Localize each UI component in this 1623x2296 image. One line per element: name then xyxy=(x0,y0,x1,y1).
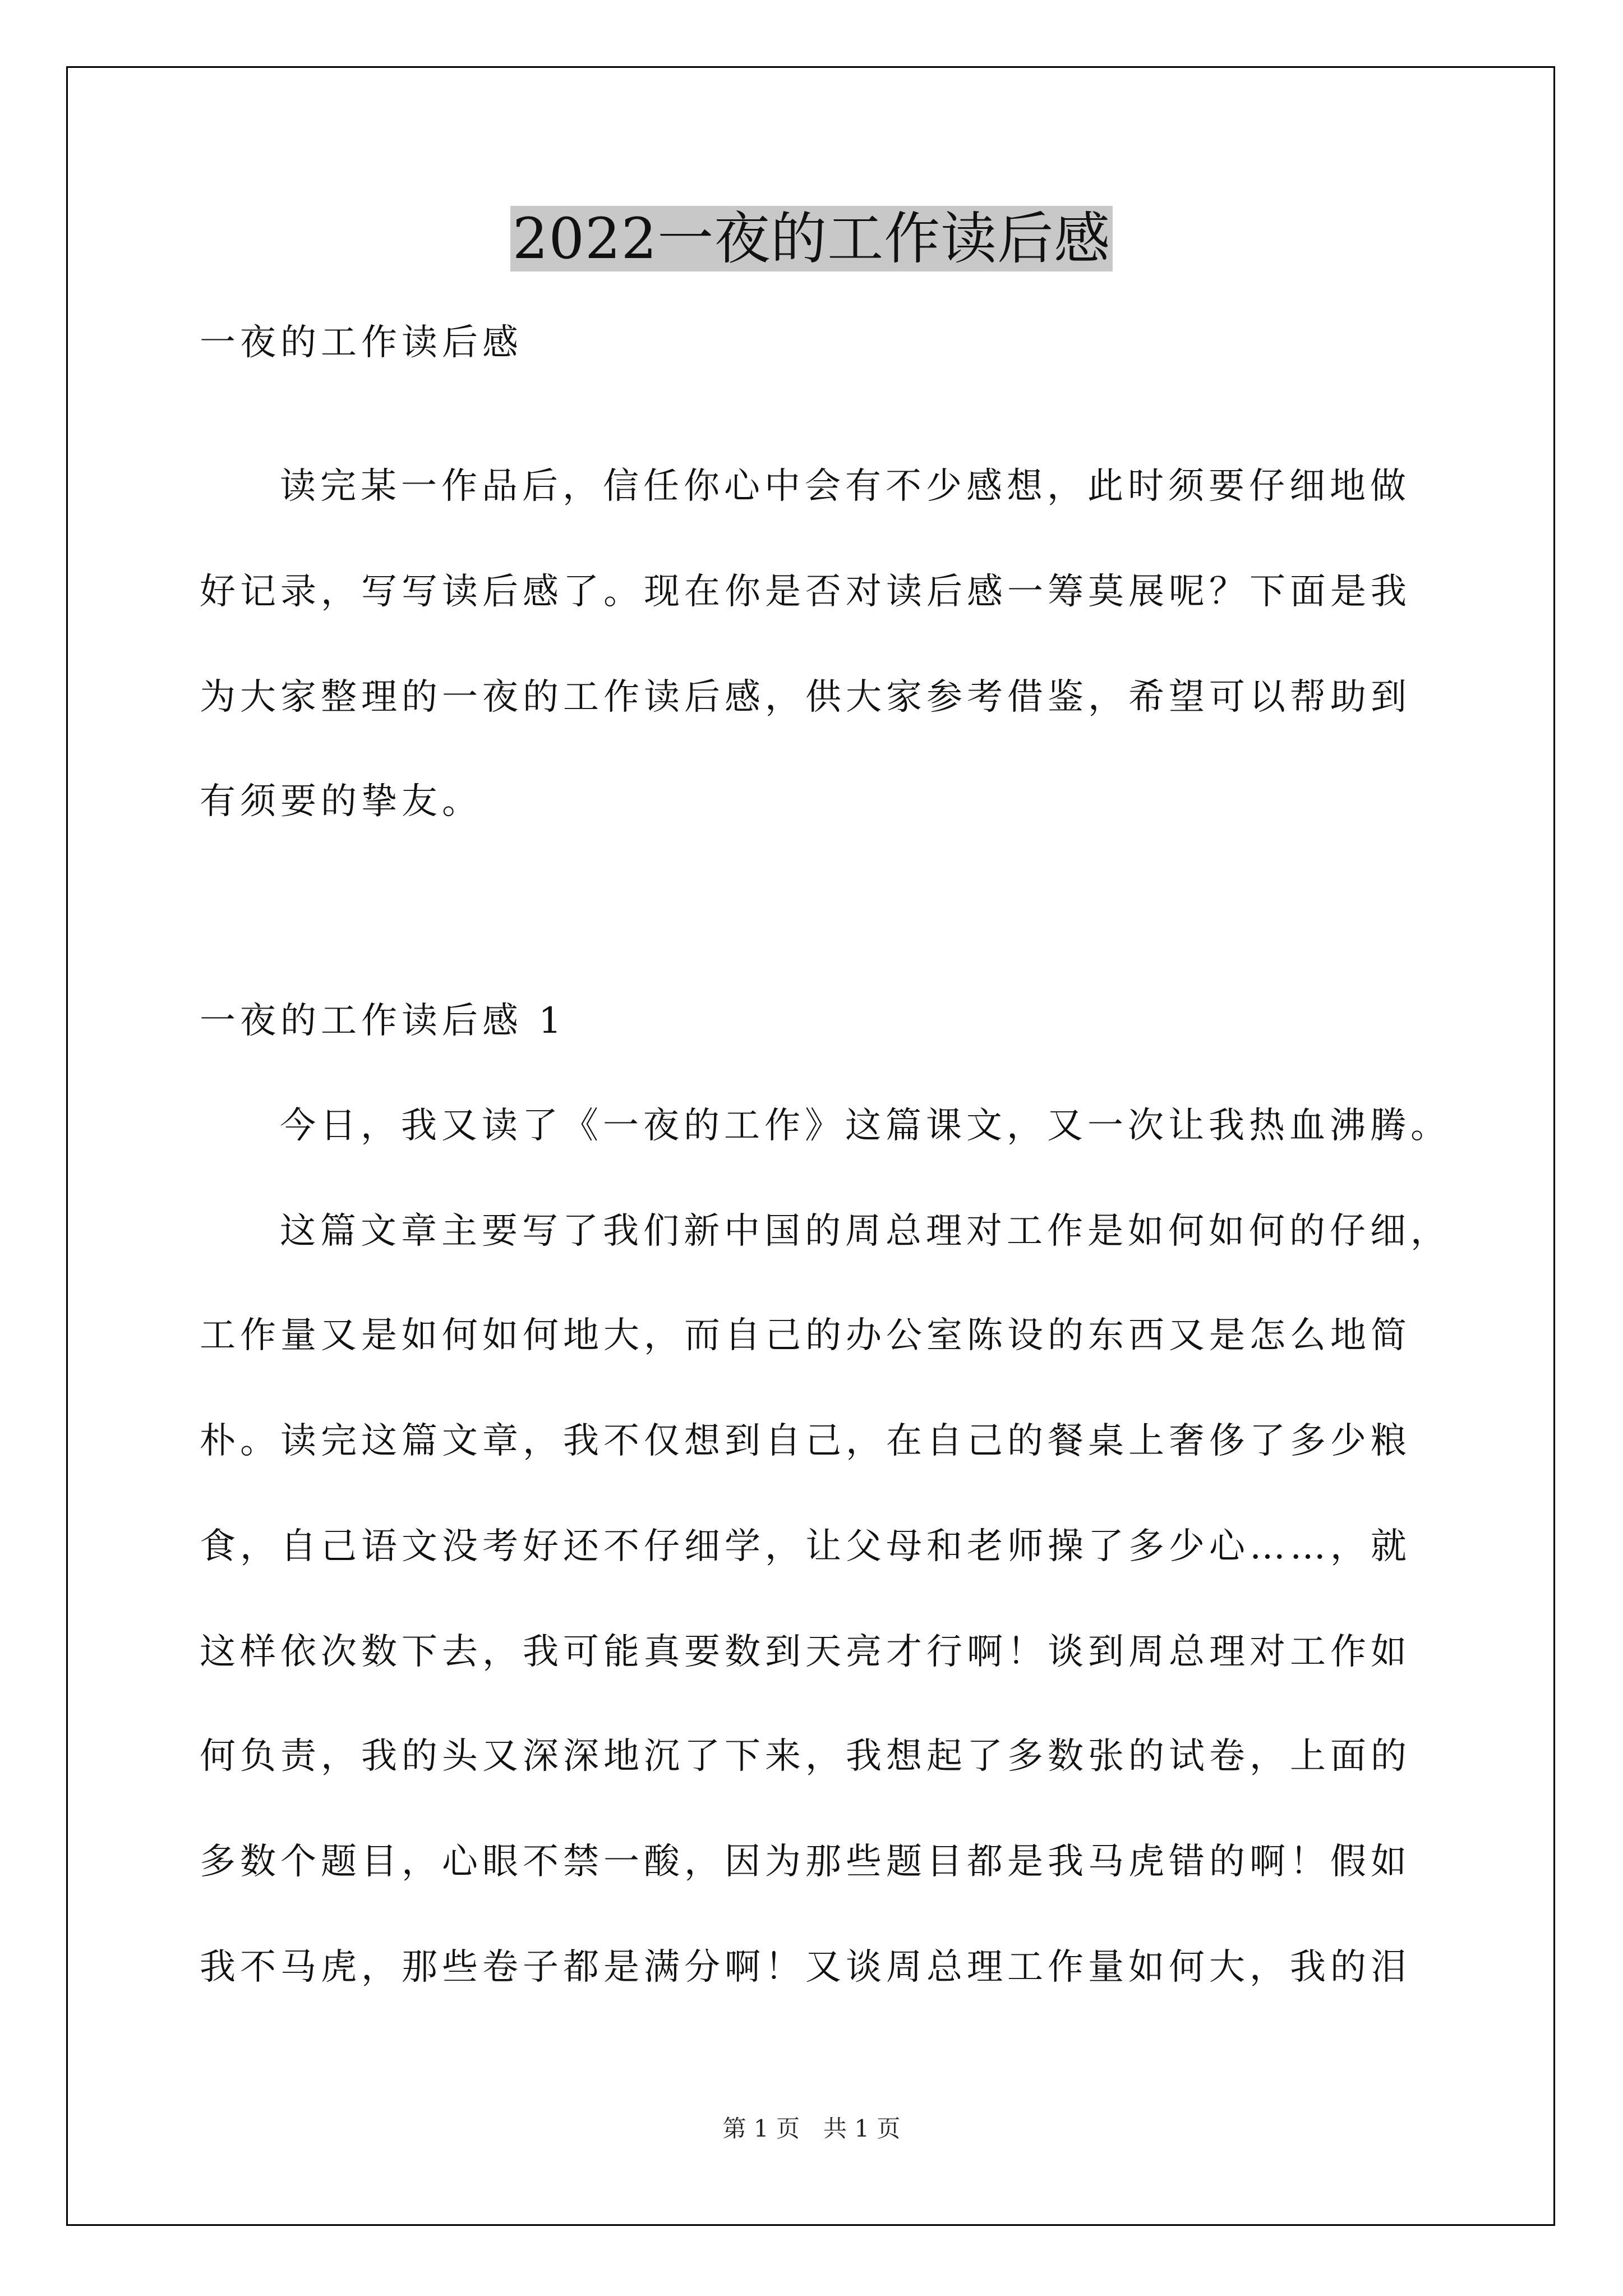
page-footer: 第 1 页 共 1 页 xyxy=(722,2115,901,2142)
title-text: 2022一夜的工作读后感 xyxy=(510,206,1113,272)
paragraph-line: 何负责，我的头又深深地沉了下来，我想起了多数张的试卷，上面的 xyxy=(200,1736,1411,1777)
paragraph-line: 工作量又是如何如何地大，而自己的办公室陈设的东西又是怎么地简 xyxy=(200,1315,1411,1356)
paragraph-line: 读完某一作品后，信任你心中会有不少感想，此时须要仔细地做 xyxy=(280,466,1410,507)
document-title xyxy=(0,200,1623,278)
subtitle: 一夜的工作读后感 xyxy=(200,322,523,364)
paragraph-line: 我不马虎，那些卷子都是满分啊！又谈周总理工作量如何大，我的泪 xyxy=(200,1947,1411,1988)
paragraph-line: 这样依次数下去，我可能真要数到天亮才行啊！谈到周总理对工作如 xyxy=(200,1631,1411,1673)
paragraph-line: 食，自己语文没考好还不仔细学，让父母和老师操了多少心……，就 xyxy=(200,1526,1411,1567)
section-heading: 一夜的工作读后感 1 xyxy=(200,1000,566,1042)
paragraph-line: 好记录，写写读后感了。现在你是否对读后感一筹莫展呢？下面是我 xyxy=(200,571,1411,613)
paragraph-line: 多数个题目，心眼不禁一酸，因为那些题目都是我马虎错的啊！假如 xyxy=(200,1841,1411,1883)
paragraph-line: 这篇文章主要写了我们新中国的周总理对工作是如何如何的仔细， xyxy=(280,1211,1451,1252)
paragraph-line: 有须要的挚友。 xyxy=(200,781,482,822)
paragraph-line: 为大家整理的一夜的工作读后感，供大家参考借鉴，希望可以帮助到 xyxy=(200,677,1411,718)
paragraph-line: 朴。读完这篇文章，我不仅想到自己，在自己的餐桌上奢侈了多少粮 xyxy=(200,1420,1411,1462)
paragraph-line: 今日，我又读了《一夜的工作》这篇课文，又一次让我热血沸腾。 xyxy=(280,1105,1451,1147)
